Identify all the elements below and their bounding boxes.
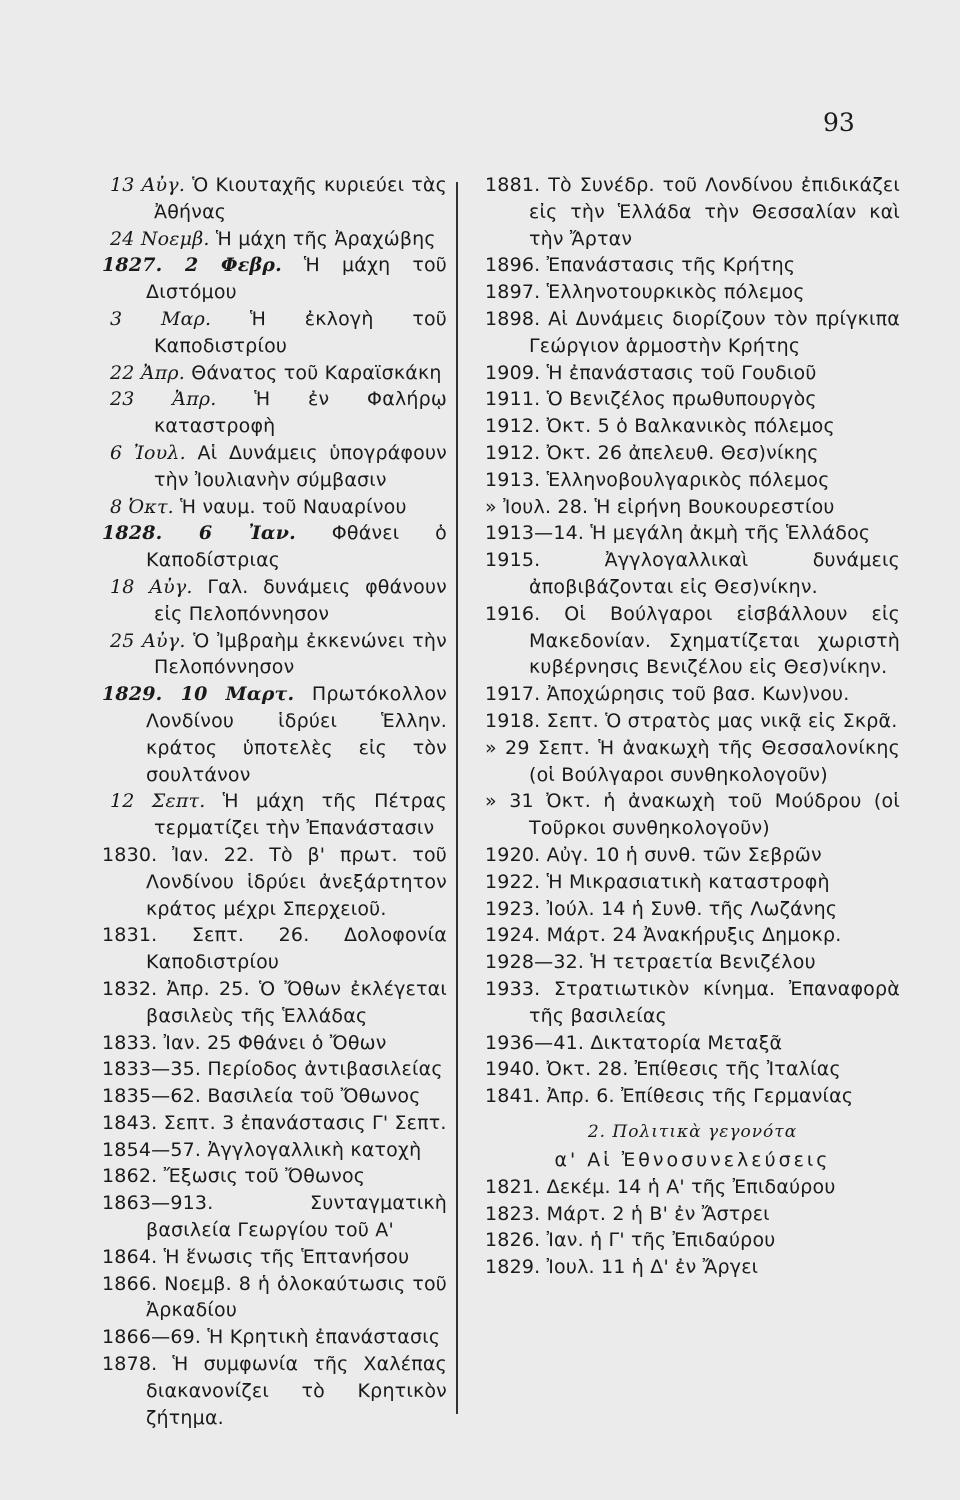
timeline-entry: 1922. Ἡ Μικρασιατικὴ καταστροφὴ bbox=[485, 870, 830, 893]
entry-text: 1830. Ἰαν. 22. Τὸ β' πρωτ. τοῦ Λονδίνου ἱδρύει ἀνεξάρτητον κράτος μέχρι Σπερχειοῦ. bbox=[102, 843, 447, 920]
section-title: 2. Πολιτικὰ γεγονότα bbox=[587, 1121, 798, 1142]
entry-text: 1863—913. Συνταγματικὴ βασιλεία Γεωργίου τοῦ Α' bbox=[102, 1192, 447, 1242]
timeline-entry bbox=[110, 574, 447, 628]
timeline-entry bbox=[110, 386, 447, 440]
timeline-entry: 1841. Ἀπρ. 6. Ἐπίθεσις τῆς Γερμανίας bbox=[485, 1085, 854, 1108]
timeline-entry: 1920. Αὐγ. 10 ἡ συνθ. τῶν Σεβρῶν bbox=[485, 843, 822, 866]
timeline-entry bbox=[102, 1137, 447, 1164]
entry-date: 1828. 6 Ἰαν. bbox=[102, 522, 296, 545]
entry-text: 1854—57. Ἀγγλογαλλικὴ κατοχὴ bbox=[102, 1138, 422, 1161]
timeline-entry: 1823. Μάρτ. 2 ἡ Β' ἐν Ἄστρει bbox=[485, 1202, 770, 1225]
timeline-entry: 1936—41. Δικτατορία Μεταξᾶ bbox=[485, 1031, 783, 1054]
timeline-entry bbox=[110, 360, 447, 387]
timeline-entry bbox=[102, 1351, 447, 1431]
entry-text: 1866—69. Ἡ Κρητικὴ ἐπανάστασις bbox=[102, 1326, 441, 1349]
timeline-entry bbox=[110, 788, 447, 842]
entry-text: 1866. Νοεμβ. 8 ἡ ὁλοκαύτωσις τοῦ Ἀρκαδίου bbox=[102, 1272, 447, 1322]
timeline-entry: 1897. Ἑλληνοτουρκικὸς πόλεμος bbox=[485, 281, 805, 304]
timeline-entry: » 29 Σεπτ. Ἡ ἀνακωχὴ τῆς Θεσσαλονίκης (οἱ Βούλγαροι συνθηκολογοῦν) bbox=[485, 736, 900, 786]
timeline-entry bbox=[102, 1324, 447, 1351]
entry-text: 1832. Ἀπρ. 25. Ὁ Ὄθων ἐκλέγεται βασιλεὺς τῆς Ἑλλάδας bbox=[102, 977, 447, 1027]
timeline-entry: » Ἰουλ. 28. Ἡ εἰρήνη Βουκουρεστίου bbox=[485, 495, 835, 518]
entry-text: Γαλ. δυνάμεις φθάνουν εἰς Πελοπόννησον bbox=[154, 575, 447, 625]
timeline-entry: 1924. Μάρτ. 24 Ἀνακήρυξις Δημοκρ. bbox=[485, 924, 842, 947]
timeline-entry bbox=[102, 520, 447, 574]
entry-text: 1831. Σεπτ. 26. Δολοφονία Καποδιστρίου bbox=[102, 924, 447, 974]
timeline-entry: 1913. Ἑλληνοβουλγαρικὸς πόλεμος bbox=[485, 468, 830, 491]
timeline-entry: 1928—32. Ἡ τετραετία Βενιζέλου bbox=[485, 951, 816, 974]
page-number: 93 bbox=[823, 108, 855, 137]
timeline-entry: 1923. Ἰούλ. 14 ἡ Συνθ. τῆς Λωζάνης bbox=[485, 897, 838, 920]
entry-text: 1833—35. Περίοδος ἀντιβασιλείας bbox=[102, 1058, 443, 1081]
timeline-entry: » 31 Ὀκτ. ἡ ἀνακωχὴ τοῦ Μούδρου (οἱ Τοῦρκοι συνθηκολογοῦν) bbox=[485, 790, 900, 840]
timeline-entry bbox=[110, 172, 447, 226]
entry-date: 1827. 2 Φεβρ. bbox=[102, 254, 282, 277]
entry-date: 12 Σεπτ. bbox=[110, 790, 206, 813]
timeline-entry: 1909. Ἡ ἐπανάστασις τοῦ Γουδιοῦ bbox=[485, 361, 817, 384]
entry-date: 22 Ἀπρ. bbox=[110, 361, 186, 384]
entry-text: Πρωτόκολλον Λονδίνου ἱδρύει Ἑλλην. κράτος ὑποτελὲς εἰς τὸν σουλτάνον bbox=[146, 683, 447, 786]
timeline-entry: 1912. Ὀκτ. 26 ἀπελευθ. Θεσ)νίκης bbox=[485, 441, 819, 464]
timeline-entry bbox=[102, 922, 447, 976]
timeline-entry: 1916. Οἱ Βούλγαροι εἰσβάλλουν εἰς Μακεδονίαν. Σχηματίζεται χωριστὴ κυβέρνησις Βενιζέλου εἰς Θεσ)νίκην. bbox=[485, 602, 900, 679]
entry-date: 25 Αὐγ. bbox=[110, 629, 186, 652]
timeline-entry bbox=[102, 252, 447, 306]
timeline-entry: 1896. Ἐπανάστασις τῆς Κρήτης bbox=[485, 254, 796, 277]
timeline-entry bbox=[102, 1244, 447, 1271]
timeline-entry bbox=[102, 1110, 447, 1137]
entry-date: 8 Ὀκτ. bbox=[110, 495, 174, 518]
entry-date: 1829. 10 Μαρτ. bbox=[102, 683, 295, 706]
entry-text: Ὁ Κιουταχῆς κυριεύει τὰς Ἀθήνας bbox=[154, 174, 447, 223]
timeline-entry: 1881. Τὸ Συνέδρ. τοῦ Λονδίνου ἐπιδικάζει εἰς τὴν Ἑλλάδα τὴν Θεσσαλίαν καὶ τὴν Ἄρταν bbox=[485, 174, 900, 250]
entry-text: 1864. Ἡ ἕνωσις τῆς Ἑπτανήσου bbox=[102, 1245, 410, 1268]
entry-text: Φθάνει ὁ Καποδίστριας bbox=[146, 522, 448, 572]
entry-text: 1878. Ἡ συμφωνία τῆς Χαλέπας διακανονίζει τὸ Κρητικὸν ζήτημα. bbox=[102, 1353, 447, 1429]
timeline-entry: 1933. Στρατιωτικὸν κίνημα. Ἐπαναφορὰ τῆς βασιλείας bbox=[485, 977, 900, 1027]
timeline-entry: 1898. Αἱ Δυνάμεις διορίζουν τὸν πρίγκιπα Γεώργιον ἁρμοστὴν Κρήτης bbox=[485, 307, 900, 357]
entry-text: Θάνατος τοῦ Καραϊσκάκη bbox=[185, 361, 442, 384]
right-column bbox=[485, 172, 900, 1281]
entry-text: Αἱ Δυνάμεις ὑπογράφουν τὴν Ἰουλιανὴν σύμβασιν bbox=[154, 441, 447, 491]
assembly-entries bbox=[485, 1174, 900, 1281]
timeline-entry bbox=[102, 1163, 447, 1190]
timeline-entry bbox=[110, 494, 447, 521]
timeline-entry bbox=[102, 842, 447, 922]
timeline-entry: 1913—14. Ἡ μεγάλη ἀκμὴ τῆς Ἑλλάδος bbox=[485, 522, 871, 545]
entry-text: 1843. Σεπτ. 3 ἐπανάστασις Γ' Σεπτ. bbox=[102, 1111, 447, 1134]
entry-text: 1833. Ἰαν. 25 Φθάνει ὁ Ὄθων bbox=[102, 1031, 387, 1054]
entry-text: Ἡ μάχη τῆς Ἀραχώβης bbox=[209, 227, 436, 250]
entry-text: Ἡ μάχη τῆς Πέτρας τερματίζει τὴν Ἐπανάστασιν bbox=[154, 790, 447, 840]
right-entries bbox=[485, 172, 900, 1110]
left-column bbox=[102, 172, 447, 1431]
entry-text: Ἡ ἐκλογὴ τοῦ Καποδιστρίου bbox=[154, 307, 447, 357]
timeline-entry bbox=[110, 226, 447, 253]
timeline-entry bbox=[102, 681, 447, 788]
timeline-entry bbox=[102, 1083, 447, 1110]
entry-date: 13 Αὐγ. bbox=[110, 174, 186, 196]
timeline-entry: 1917. Ἀποχώρησις τοῦ βασ. Κων)νου. bbox=[485, 683, 850, 706]
entry-text: 1862. Ἔξωσις τοῦ Ὄθωνος bbox=[102, 1165, 366, 1188]
entry-text: 1835—62. Βασιλεία τοῦ Ὄθωνος bbox=[102, 1085, 421, 1108]
timeline-entry bbox=[102, 1030, 447, 1057]
timeline-entry bbox=[102, 1056, 447, 1083]
timeline-entry: 1911. Ὁ Βενιζέλος πρωθυπουργὸς bbox=[485, 388, 817, 411]
timeline-entry: 1915. Ἀγγλογαλλικαὶ δυνάμεις ἀποβιβάζονται εἰς Θεσ)νίκην. bbox=[485, 549, 900, 598]
timeline-entry bbox=[102, 976, 447, 1030]
entry-date: 3 Μαρ. bbox=[110, 307, 212, 330]
entry-text: Ἡ ἐν Φαλήρῳ καταστροφὴ bbox=[154, 388, 447, 438]
column-divider bbox=[456, 182, 458, 1414]
timeline-entry: 1826. Ἰαν. ἡ Γ' τῆς Ἐπιδαύρου bbox=[485, 1229, 776, 1252]
entry-date: 23 Ἀπρ. bbox=[110, 388, 217, 411]
timeline-entry bbox=[102, 1190, 447, 1244]
timeline-entry: 1912. Ὀκτ. 5 ὁ Βαλκανικὸς πόλεμος bbox=[485, 415, 835, 438]
entry-date: 6 Ἰουλ. bbox=[110, 441, 186, 464]
entry-text: Ἡ μάχη τοῦ Διστόμου bbox=[146, 254, 447, 304]
timeline-entry: 1821. Δεκέμ. 14 ἡ Α' τῆς Ἐπιδαύρου bbox=[485, 1175, 836, 1198]
entry-date: 18 Αὐγ. bbox=[110, 575, 193, 598]
entry-text: Ὁ Ἰμβραὴμ ἐκκενώνει τὴν Πελοπόννησον bbox=[154, 629, 447, 679]
entry-date: 24 Νοεμβ. bbox=[110, 227, 210, 250]
subsection-title: α' Αἱ Ἐθνοσυνελεύσεις bbox=[554, 1148, 831, 1171]
timeline-entry bbox=[110, 440, 447, 494]
timeline-entry bbox=[110, 306, 447, 360]
timeline-entry: 1829. Ἰουλ. 11 ἡ Δ' ἐν Ἄργει bbox=[485, 1256, 759, 1279]
timeline-entry: 1940. Ὀκτ. 28. Ἐπίθεσις τῆς Ἰταλίας bbox=[485, 1058, 841, 1081]
entry-text: Ἡ ναυμ. τοῦ Ναυαρίνου bbox=[173, 495, 407, 518]
timeline-entry: 1918. Σεπτ. Ὁ στρατὸς μας νικᾷ εἰς Σκρᾶ. bbox=[485, 709, 898, 732]
timeline-entry bbox=[102, 1271, 447, 1325]
timeline-entry bbox=[110, 628, 447, 682]
